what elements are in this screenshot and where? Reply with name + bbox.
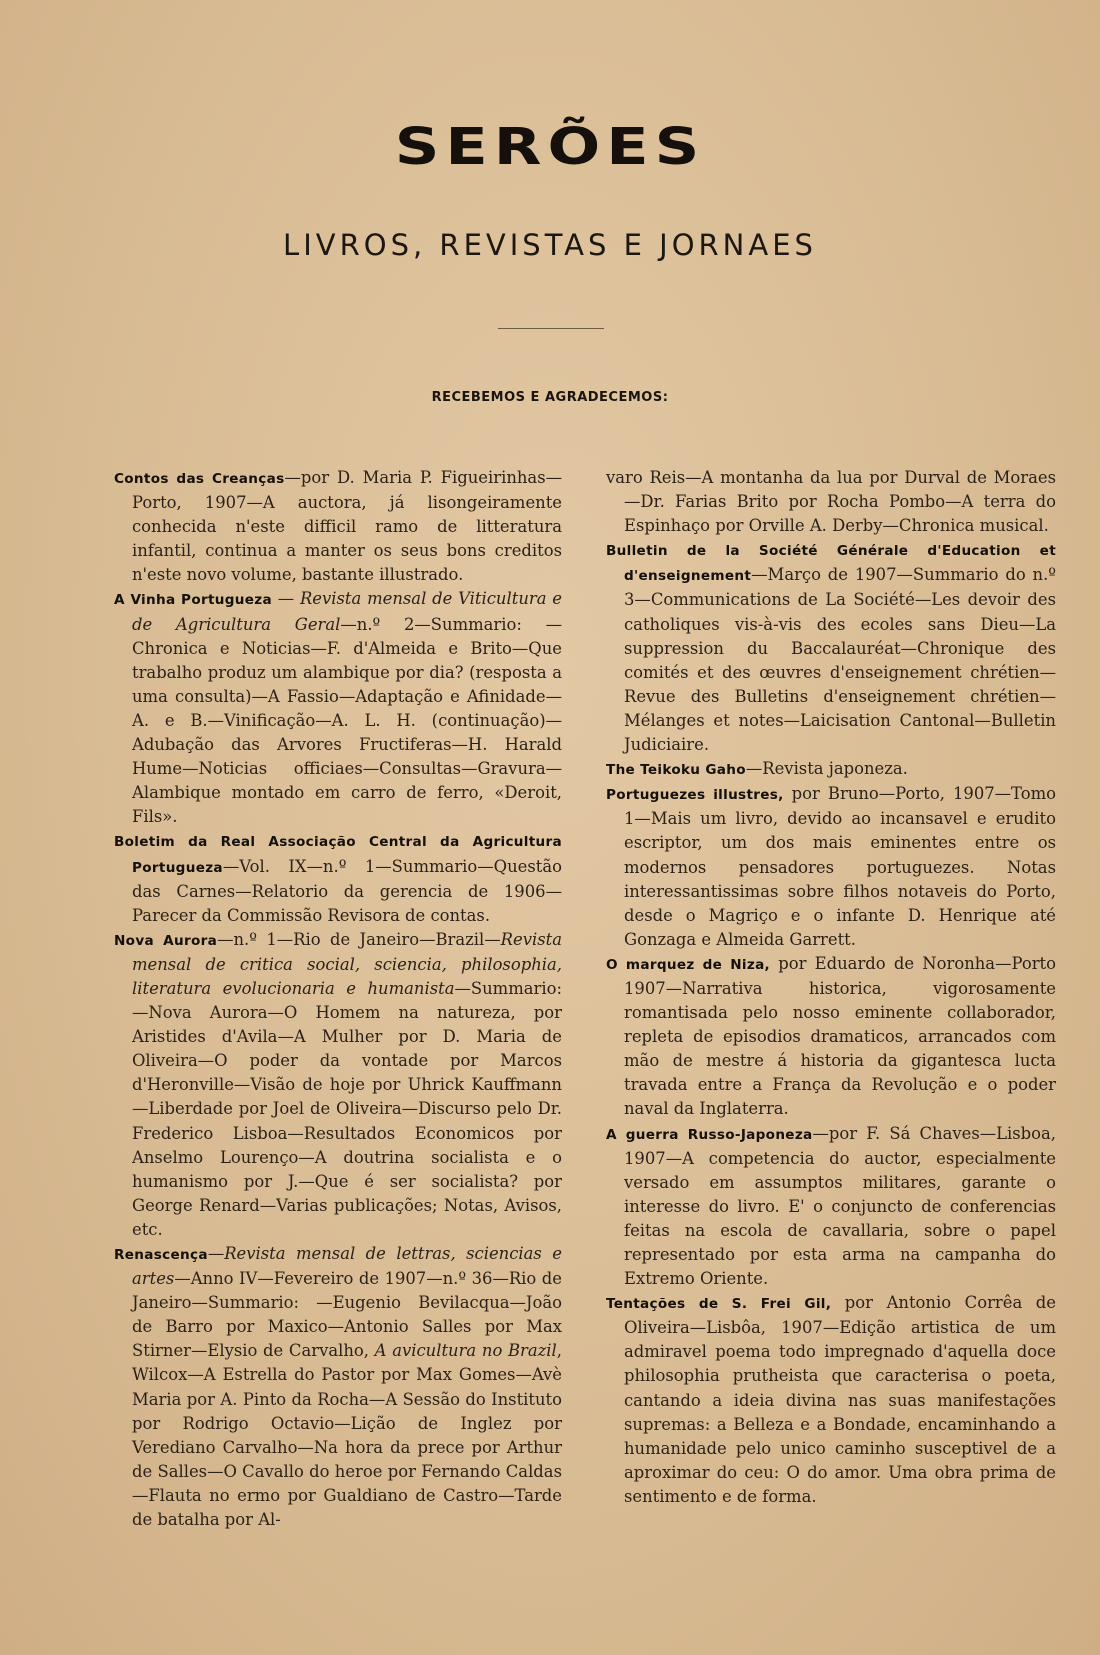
entry-text: —Revista japoneza. <box>745 759 908 779</box>
entry-italic-text: Revista mensal de Viticultura e de Agricultura Geral <box>132 589 562 634</box>
book-entry <box>606 1291 1056 1509</box>
entry-title: Nova Aurora <box>114 932 218 949</box>
book-entry <box>606 538 1056 757</box>
entry-title: A guerra Russo-Japoneza <box>606 1126 813 1143</box>
entry-text: — <box>207 1244 225 1263</box>
entry-text: —Março de 1907—Summario do n.º 3—Communications de La Société—Les devoir des catholiques vis-à-vis des ecoles sans Dieu—La suppression du Baccalauréat—Chronique des comités et des œuvres d'enseignement chrétien—Revue des Bulletins d'enseignement chrétien—Mélanges et notes—Laicisation Cantonal—Bulletin Judiciaire. <box>624 565 1056 755</box>
right-column <box>606 466 1056 1509</box>
book-entry <box>114 928 562 1242</box>
entry-title: The Teikoku Gaho <box>606 762 746 779</box>
entry-text: —Vol. IX—n.º 1—Summario—Questão das Carnes—Relatorio da gerencia de 1906—Parecer da Commissão Revisora de contas. <box>132 856 562 925</box>
entry-text: —por D. Maria P. Figueirinhas—Porto, 1907—A auctora, já lisongeiramente conhecida n'este difficil ramo de litteratura infantil, continua a manter os seus bons creditos n'este novo volume, bastante illustrado. <box>132 468 563 585</box>
entry-text: —n.º 1—Rio de Janeiro—Brazil— <box>217 929 501 949</box>
entry-text: por Eduardo de Noronha—Porto 1907—Narrativa historica, vigorosamente romantisada pelo nosso eminente collaborador, repleta de episodios dramaticos, arrancados com mão de mestre á historia da gigantesca lucta travada entre a França da Revolução e o poder naval da Inglaterra. <box>624 953 1056 1119</box>
entry-title: Tentações de S. Frei Gil, <box>606 1296 832 1313</box>
entry-title: Bulletin de la Société Générale d'Education et d'enseignement <box>606 543 1056 585</box>
entry-text: —Anno IV—Fevereiro de 1907—n.º 36—Rio de Janeiro—Summario: —Eugenio Bevilacqua—João de Barro por Maxico—Antonio Salles por Max Stirner—Elysio de Carvalho, <box>132 1269 562 1361</box>
divider-rule <box>498 328 604 329</box>
entry-title: O marquez de Niza, <box>606 956 771 973</box>
book-entry <box>114 587 562 829</box>
entry-text: —por F. Sá Chaves—Lisboa, 1907—A competencia do auctor, especialmente versado em assumptos militares, garante o interesse do livro. E' o conjuncto de conferencias feitas na escola de cavallaria, sobre o papel representado por esta arma na campanha do Extremo Oriente. <box>624 1123 1057 1289</box>
magazine-title: SERÕES <box>394 116 706 177</box>
book-entry <box>114 829 562 927</box>
book-entry <box>606 466 1056 538</box>
book-entry <box>606 757 1056 782</box>
entry-text: varo Reis—A montanha da lua por Durval de Moraes—Dr. Farias Brito por Rocha Pombo—A terra do Espinhaço por Orville A. Derby—Chronica musical. <box>606 468 1056 536</box>
section-subtitle: LIVROS, REVISTAS E JORNAES <box>283 228 817 262</box>
entry-text: por Antonio Corrêa de Oliveira—Lisbôa, 1907—Edição artistica de um admiravel poema todo impregnado d'aquella doce philosophia prutheista que caracterisa o poeta, cantando a ideia divina nas suas manifestações supremas: a Belleza e a Bondade, encaminhando a humanidade pelo unico caminho susceptivel de a aproximar do ceu: O do amor. Uma obra prima de sentimento e de forma. <box>624 1293 1057 1506</box>
entry-title: Boletim da Real Associação Central da Agricultura Portugueza <box>114 834 562 876</box>
book-entry <box>606 952 1056 1122</box>
entry-italic-text: Revista mensal de critica social, sciencia, philosophia, literatura evolucionaria e humanista <box>132 929 562 998</box>
entry-text: por Bruno—Porto, 1907—Tomo 1—Mais um livro, devido ao incansavel e erudito escriptor, um dos mais eminentes entre os modernos pensadores portuguezes. Notas interessantissimas sobre filhos notaveis do Porto, desde o Magriço e o infante D. Henrique até Gonzaga e Almeida Garrett. <box>624 784 1056 949</box>
entry-title: Contos das Creanças <box>114 471 285 487</box>
entry-text: —n.º 2—Summario: —Chronica e Noticias—F. d'Almeida e Brito—Que trabalho produz um alambique por dia? (resposta a uma consulta)—A Fassio—Adaptação e Afinidade—A. e B.—Vinificação—A. L. H. (continuação)—Adubação das Arvores Fructiferas—H. Harald Hume—Noticias officiaes—Consultas—Gravura—Alambique montado em carro de ferro, «Deroit, Fils». <box>132 614 562 827</box>
left-column <box>114 466 562 1532</box>
entry-text: , Wilcox—A Estrella do Pastor por Max Gomes—Avè Maria por A. Pinto da Rocha—A Sessão do Instituto por Rodrigo Octavio—Lição de Inglez por Verediano Carvalho—Na hora da prece por Arthur de Salles—O Cavallo do heroe por Fernando Caldas—Flauta no ermo por Gualdiano de Castro—Tarde de batalha por Al- <box>132 1341 562 1530</box>
entry-text: —Summario: —Nova Aurora—O Homem na natureza, por Aristides d'Avila—A Mulher por D. Maria de Oliveira—O poder da vontade por Marcos d'Heronville—Visão de hoje por Uhrick Kauffmann—Liberdade por Joel de Oliveira—Discurso pelo Dr. Frederico Lisboa—Resultados Economicos por Anselmo Lourenço—A doutrina socialista e o humanismo por J.—Que é ser socialista? por George Renard—Varias publicações; Notas, Avisos, etc. <box>132 978 562 1239</box>
entry-title: Portuguezes illustres, <box>606 787 784 804</box>
book-entry <box>114 1242 562 1532</box>
book-entry <box>606 1122 1056 1292</box>
book-entry <box>606 782 1056 952</box>
book-entry <box>114 466 562 587</box>
entry-italic-text: Revista mensal de lettras, sciencias e artes <box>132 1244 562 1289</box>
entry-title: Renascença <box>114 1247 208 1263</box>
entry-text: — <box>271 589 300 609</box>
entry-italic-text: A avicultura no Brazil <box>374 1341 557 1361</box>
entry-title: A Vinha Portugueza <box>114 592 272 609</box>
received-heading: RECEBEMOS E AGRADECEMOS: <box>431 390 669 405</box>
